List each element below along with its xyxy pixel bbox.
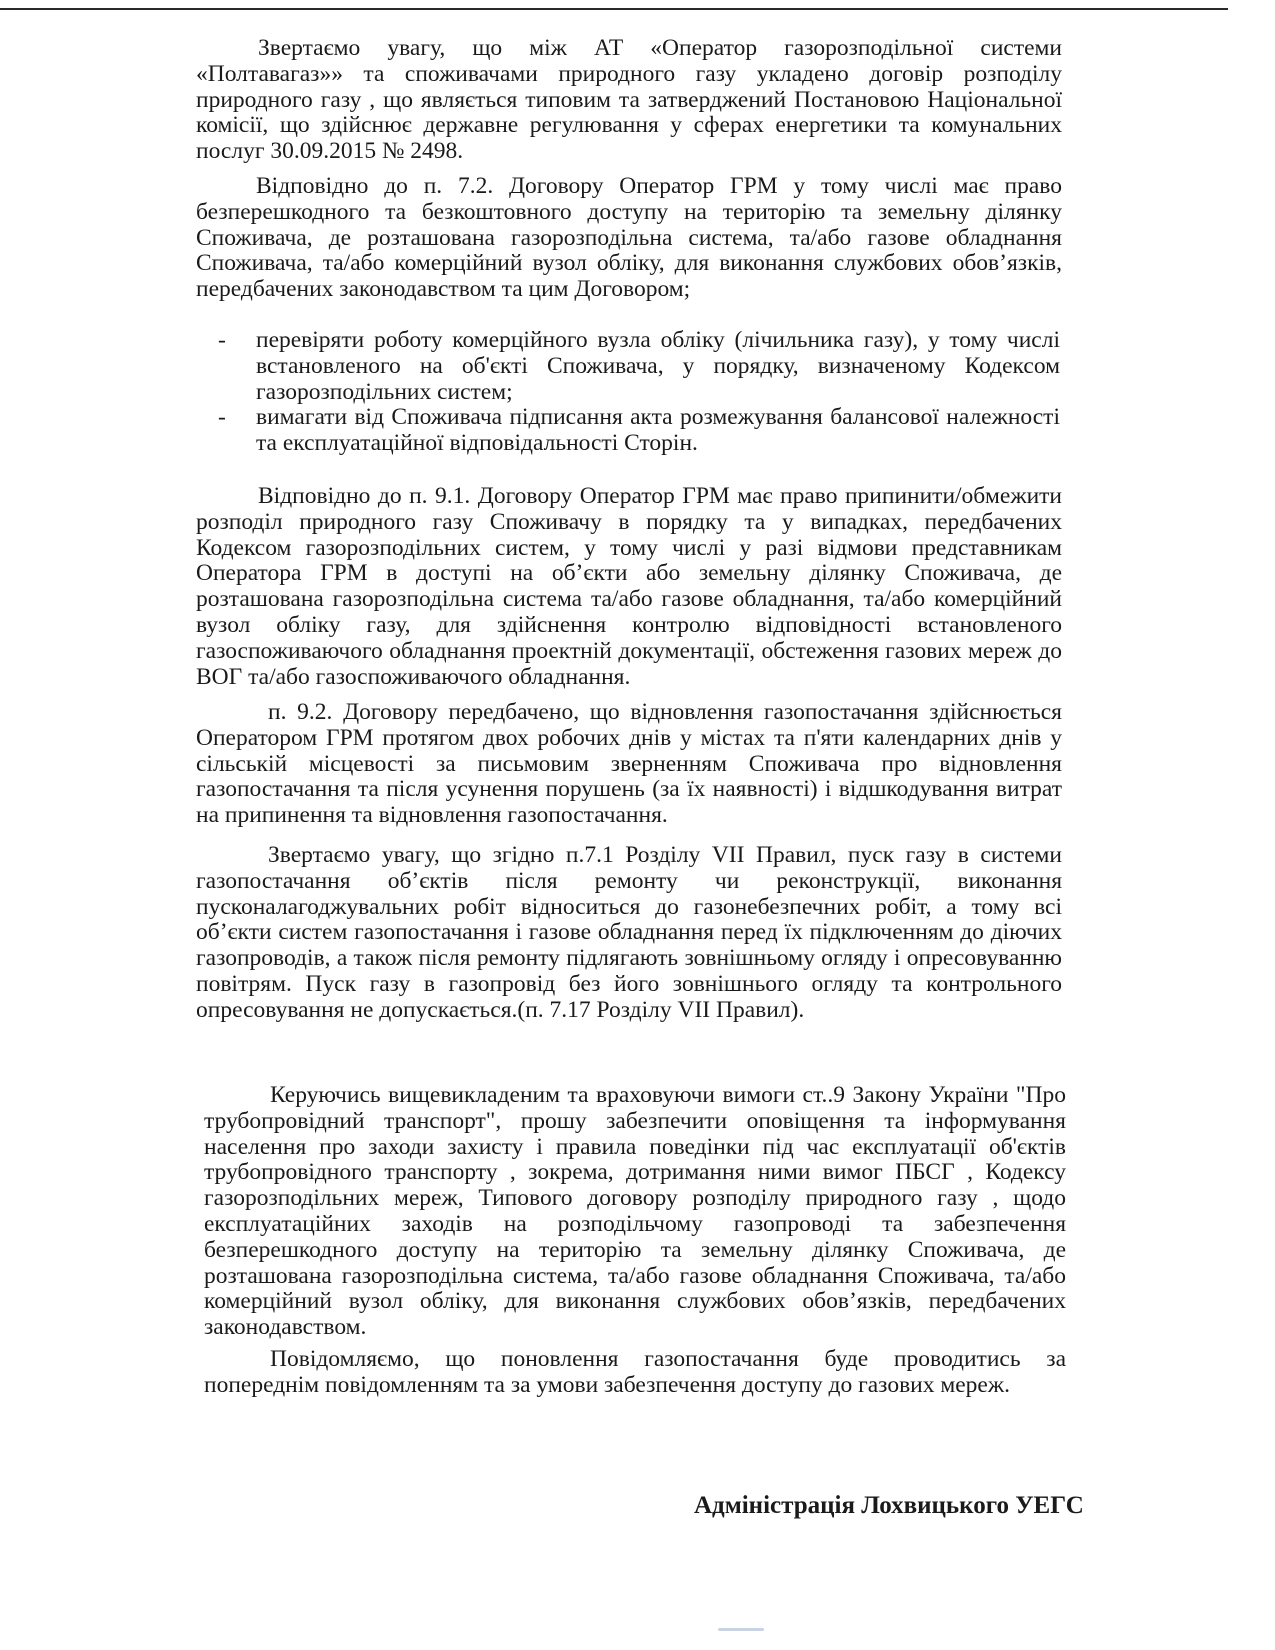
bullet-text: вимагати від Споживача підписання акта розмежування балансової належності та експлуатаційної відповідальності Сторін. bbox=[256, 404, 1060, 457]
paragraph-clause-9-1: Відповідно до п. 9.1. Договору Оператор ГРМ має право припинити/обмежити розподіл природного газу Споживачу в порядку та у випадках, передбачених Кодексом газорозподільних систем, у тому числі у разі відмови представникам Оператора ГРМ в доступі на об’єкти або земельну ділянку Споживача, де розташована газорозподільна система та/або газове обладнання, та/або комерційний вузол обліку газу, для здійснення контролю відповідності встановленого газоспоживаючого обладнання проектній документації, обстеження газових мереж до ВОГ та/або газоспоживаючого обладнання. bbox=[196, 483, 1062, 690]
list-item bbox=[218, 328, 1060, 405]
paragraph-restoration-notice: Повідомляємо, що поновлення газопостачання буде проводитись за попереднім повідомленням та за умови забезпечення доступу до газових мереж. bbox=[204, 1346, 1066, 1398]
paragraph-gas-start-rules: Звертаємо увагу, що згідно п.7.1 Розділу VII Правил, пуск газу в системи газопостачання об’єктів після ремонту чи реконструкції, виконання пусконалагоджувальних робіт відноситься до газонебезпечних робіт, а тому всі об’єкти систем газопостачання і газове обладнання перед їх підключенням до діючих газопроводів, а також після ремонту підлягають зовнішньому огляду і опресовуванню повітрям. Пуск газу в газопровід без його зовнішнього огляду та контрольного опресовування не допускається.(п. 7.17 Розділу VII Правил). bbox=[196, 842, 1062, 1023]
rights-bullet-list bbox=[218, 328, 1060, 457]
paragraph-clause-9-2: п. 9.2. Договору передбачено, що відновлення газопостачання здійснюється Оператором ГРМ протягом двох робочих днів у містах та п'яти календарних днів у сільській місцевості за письмовим зверненням Споживача про відновлення газопостачання та після усунення порушень (за їх наявності) і відшкодування витрат на припинення та відновлення газопостачання. bbox=[196, 699, 1062, 829]
signature-administration: Адміністрація Лохвицького УЕГС bbox=[694, 1492, 1084, 1519]
list-item bbox=[218, 405, 1060, 457]
paragraph-request: Керуючись вищевикладеним та враховуючи вимоги ст..9 Закону України "Про трубопровідний транспорт", прошу забезпечити оповіщення та інформування населення про заходи захисту і правила поведінки під час експлуатації об'єктів трубопровідного транспорту , зокрема, дотримання ними вимог ПБСГ , Кодексу газорозподільних мереж, Типового договору розподілу природного газу , щодо експлуатаційних заходів на розподільчому газопроводі та забезпечення безперешкодного доступу на територію та земельну ділянку Споживача, де розташована газорозподільна система, та/або газове обладнання Споживача, та/або комерційний вузол обліку, для виконання службових обов’язків, передбачених законодавством. bbox=[204, 1082, 1066, 1341]
scan-smudge bbox=[718, 1628, 764, 1631]
bullet-marker: - bbox=[218, 404, 226, 431]
paragraph-agreement-notice: Звертаємо увагу, що між АТ «Оператор газорозподільної системи «Полтавагаз»» та споживачами природного газу укладено договір розподілу природного газу , що являється типовим та затверджений Постановою Національної комісії, що здійснює державне регулювання у сферах енергетики та комунальних послуг 30.09.2015 № 2498. bbox=[196, 35, 1062, 165]
bullet-text: перевіряти роботу комерційного вузла обліку (лічильника газу), у тому числі встановленого на об'єкті Споживача, у порядку, визначеному Кодексом газорозподільних систем; bbox=[256, 327, 1060, 405]
bullet-marker: - bbox=[218, 327, 226, 353]
page-top-edge bbox=[0, 8, 1228, 10]
paragraph-clause-7-2: Відповідно до п. 7.2. Договору Оператор ГРМ у тому числі має право безперешкодного та безкоштовного доступу на територію та земельну ділянку Споживача, де розташована газорозподільна система, та/або газове обладнання Споживача, та/або комерційний вузол обліку, для виконання службових обов’язків, передбачених законодавством та цим Договором; bbox=[196, 173, 1062, 303]
